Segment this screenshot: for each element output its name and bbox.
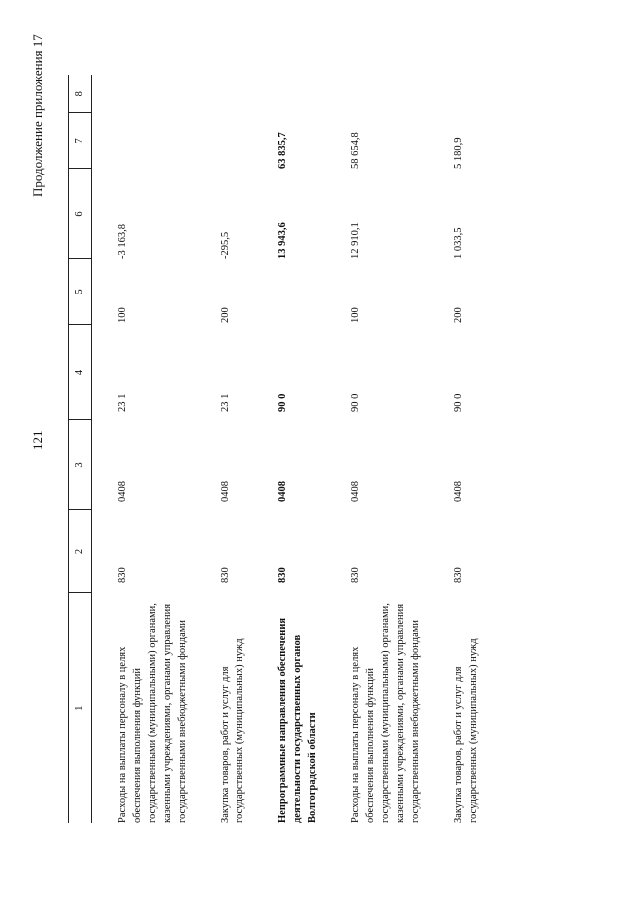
column-header: 2 [69,510,92,593]
column-header: 6 [69,169,92,259]
section-code: 0408 [350,481,362,502]
expense-type [252,259,325,325]
column-header: 1 [69,593,92,823]
section-code: 0408 [219,481,231,502]
expense-name: Расходы на выплаты персоналу в целях обеспечения выполнения функций государственными (муниципальными) органами, казенными учреждениями, органами управления государственными внебюджетными фондами [350,603,421,823]
table-row [325,75,428,823]
table-row [92,75,195,823]
amount-col6: -3 163,8 [117,224,128,259]
amount-col6: 12 910,1 [350,222,362,259]
amount-col6: -295,5 [219,231,231,259]
table-header-row [69,75,92,823]
admin-code: 830 [117,567,128,583]
section-code: 0408 [452,481,464,502]
target-article: 23 1 [117,393,128,412]
page-number: 121 [30,430,45,450]
column-header: 8 [69,75,92,113]
amount-col6: 1 033,5 [452,227,464,259]
expense-name: Непрограммные направления обеспечения деятельности государственных органов Волгоградской области [277,617,319,823]
amount-col7: 5 180,9 [452,137,464,169]
expense-name: Закупка товаров, работ и услуг для государственных (муниципальных) нужд [452,638,479,823]
expense-name: Закупка товаров, работ и услуг для государственных (муниципальных) нужд [219,638,246,823]
expense-type: 200 [452,307,464,323]
target-article: 90 0 [452,393,464,412]
table-row [252,75,325,823]
column-header: 4 [69,325,92,420]
admin-code: 830 [219,567,231,583]
amount-col7: 58 654,8 [350,132,362,169]
amount-col7: 63 835,7 [277,132,289,169]
expense-type: 100 [350,307,362,323]
expense-type: 100 [117,307,128,323]
amount-col7 [92,113,195,169]
amount-col8 [428,75,486,113]
appendix-continuation-note: Продолжение приложения 17 [30,34,45,197]
amount-col7 [195,113,253,169]
table-row [195,75,253,823]
column-header: 3 [69,420,92,510]
amount-col6: 13 943,6 [277,222,289,259]
admin-code: 830 [277,567,289,583]
column-header: 7 [69,113,92,169]
amount-col8 [195,75,253,113]
amount-col8 [92,75,195,113]
table-row [428,75,486,823]
section-code: 0408 [277,481,289,502]
amount-col8 [325,75,428,113]
column-header: 5 [69,259,92,325]
target-article: 90 0 [350,393,362,412]
expense-name: Расходы на выплаты персоналу в целях обеспечения выполнения функций государственными (муниципальными) органами, казенными учреждениями, органами управления государственными внебюджетными фондами [117,603,188,823]
expense-type: 200 [219,307,231,323]
budget-table [68,75,485,823]
amount-col8 [252,75,325,113]
admin-code: 830 [452,567,464,583]
target-article: 90 0 [277,393,289,412]
section-code: 0408 [117,481,128,502]
target-article: 23 1 [219,393,231,412]
admin-code: 830 [350,567,362,583]
